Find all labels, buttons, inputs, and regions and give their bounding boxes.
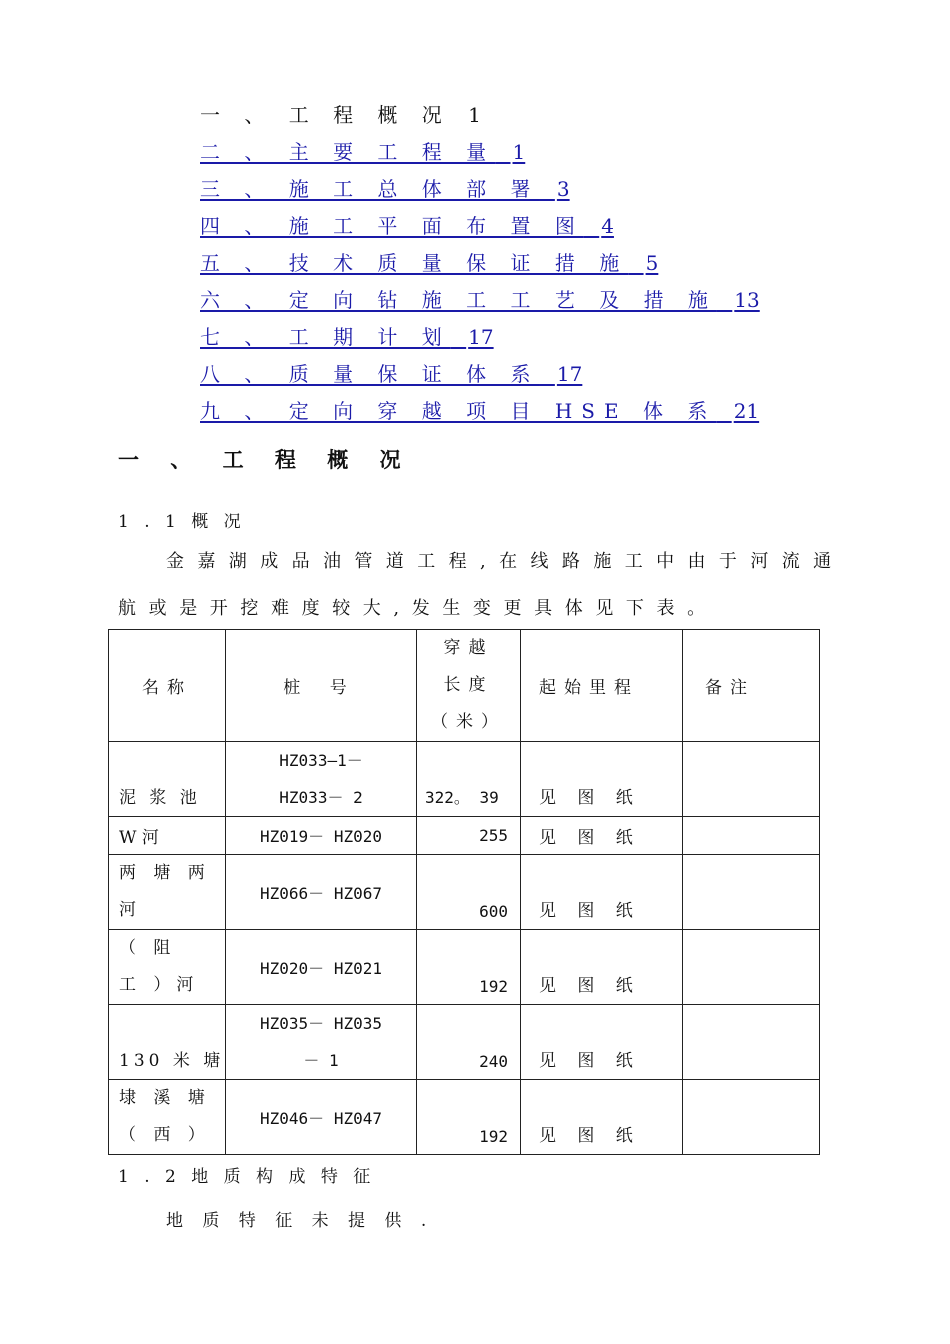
toc-item-6[interactable]: 六 、 定 向 钻 施 工 工 艺 及 措 施 13 [200, 288, 760, 312]
table-row [109, 1005, 820, 1080]
cell-length: 255 [417, 817, 521, 855]
cell-note [683, 1080, 820, 1155]
cell-length: 240 [417, 1005, 521, 1080]
table-row [109, 930, 820, 1005]
table-row [109, 1080, 820, 1155]
cell-mileage: 见 图 纸 [521, 742, 683, 817]
table-row [109, 742, 820, 817]
cell-stake: HZ019－ HZ020 [226, 817, 417, 855]
cell-note [683, 930, 820, 1005]
cell-mileage: 见 图 纸 [521, 855, 683, 930]
cell-mileage: 见 图 纸 [521, 930, 683, 1005]
cell-name: （ 阻 工 ）河 [109, 930, 226, 1005]
cell-stake: HZ046－ HZ047 [226, 1080, 417, 1155]
cell-mileage: 见 图 纸 [521, 1005, 683, 1080]
cell-length: 600 [417, 855, 521, 930]
toc-item-3[interactable]: 三 、 施 工 总 体 部 署 3 [200, 177, 570, 201]
cell-stake: HZ033—1－ HZ033－ 2 [226, 742, 417, 817]
toc-item-8[interactable]: 八 、 质 量 保 证 体 系 17 [200, 362, 583, 386]
intro-paragraph-line1: 金嘉湖成品油管道工程,在线路施工中由于河流通 [166, 551, 845, 572]
toc-item-1[interactable]: 一 、 工 程 概 况 1 [200, 103, 481, 127]
header-name: 名称 [109, 630, 226, 742]
table-row [109, 817, 820, 855]
subsection-1-1: 1 . 1 概 况 [118, 512, 246, 532]
table-row [109, 855, 820, 930]
cell-stake: HZ035－ HZ035 － 1 [226, 1005, 417, 1080]
cell-length: 192 [417, 930, 521, 1005]
geology-paragraph: 地 质 特 征 未 提 供 . [166, 1211, 434, 1231]
crossing-table [108, 629, 820, 1155]
header-mileage: 起始里程 [521, 630, 683, 742]
cell-stake: HZ066－ HZ067 [226, 855, 417, 930]
cell-note [683, 1005, 820, 1080]
header-note: 备注 [683, 630, 820, 742]
cell-mileage: 见 图 纸 [521, 817, 683, 855]
header-stake: 桩 号 [226, 630, 417, 742]
cell-mileage: 见 图 纸 [521, 1080, 683, 1155]
toc-item-7[interactable]: 七 、 工 期 计 划 17 [200, 325, 494, 349]
table-header-row [109, 630, 820, 742]
cell-note [683, 855, 820, 930]
toc-item-9[interactable]: 九 、 定 向 穿 越 项 目 HSE 体 系 21 [200, 399, 760, 423]
cell-stake: HZ020－ HZ021 [226, 930, 417, 1005]
toc-item-5[interactable]: 五 、 技 术 质 量 保 证 措 施 5 [200, 251, 659, 275]
cell-name: 130 米 塘 [109, 1005, 226, 1080]
toc-item-4[interactable]: 四 、 施 工 平 面 布 置 图 4 [200, 214, 614, 238]
cell-note [683, 742, 820, 817]
header-length: 穿越 长度 （米） [417, 630, 521, 742]
cell-name: 两 塘 两 河 [109, 855, 226, 930]
cell-length: 192 [417, 1080, 521, 1155]
table-of-contents [200, 100, 760, 433]
cell-name: 泥 浆 池 [109, 742, 226, 817]
cell-name: 埭 溪 塘 （ 西 ） [109, 1080, 226, 1155]
section-heading: 一 、 工 程 概 况 [118, 447, 413, 472]
cell-length: 322。 39 [417, 742, 521, 817]
subsection-1-2: 1 . 2 地 质 构 成 特 征 [118, 1167, 376, 1187]
cell-note [683, 817, 820, 855]
cell-name: W 河 [109, 817, 226, 855]
toc-item-2[interactable]: 二 、 主 要 工 程 量 1 [200, 140, 526, 164]
intro-paragraph-line2: 航或是开挖难度较大,发生变更具体见下表。 [118, 598, 718, 619]
